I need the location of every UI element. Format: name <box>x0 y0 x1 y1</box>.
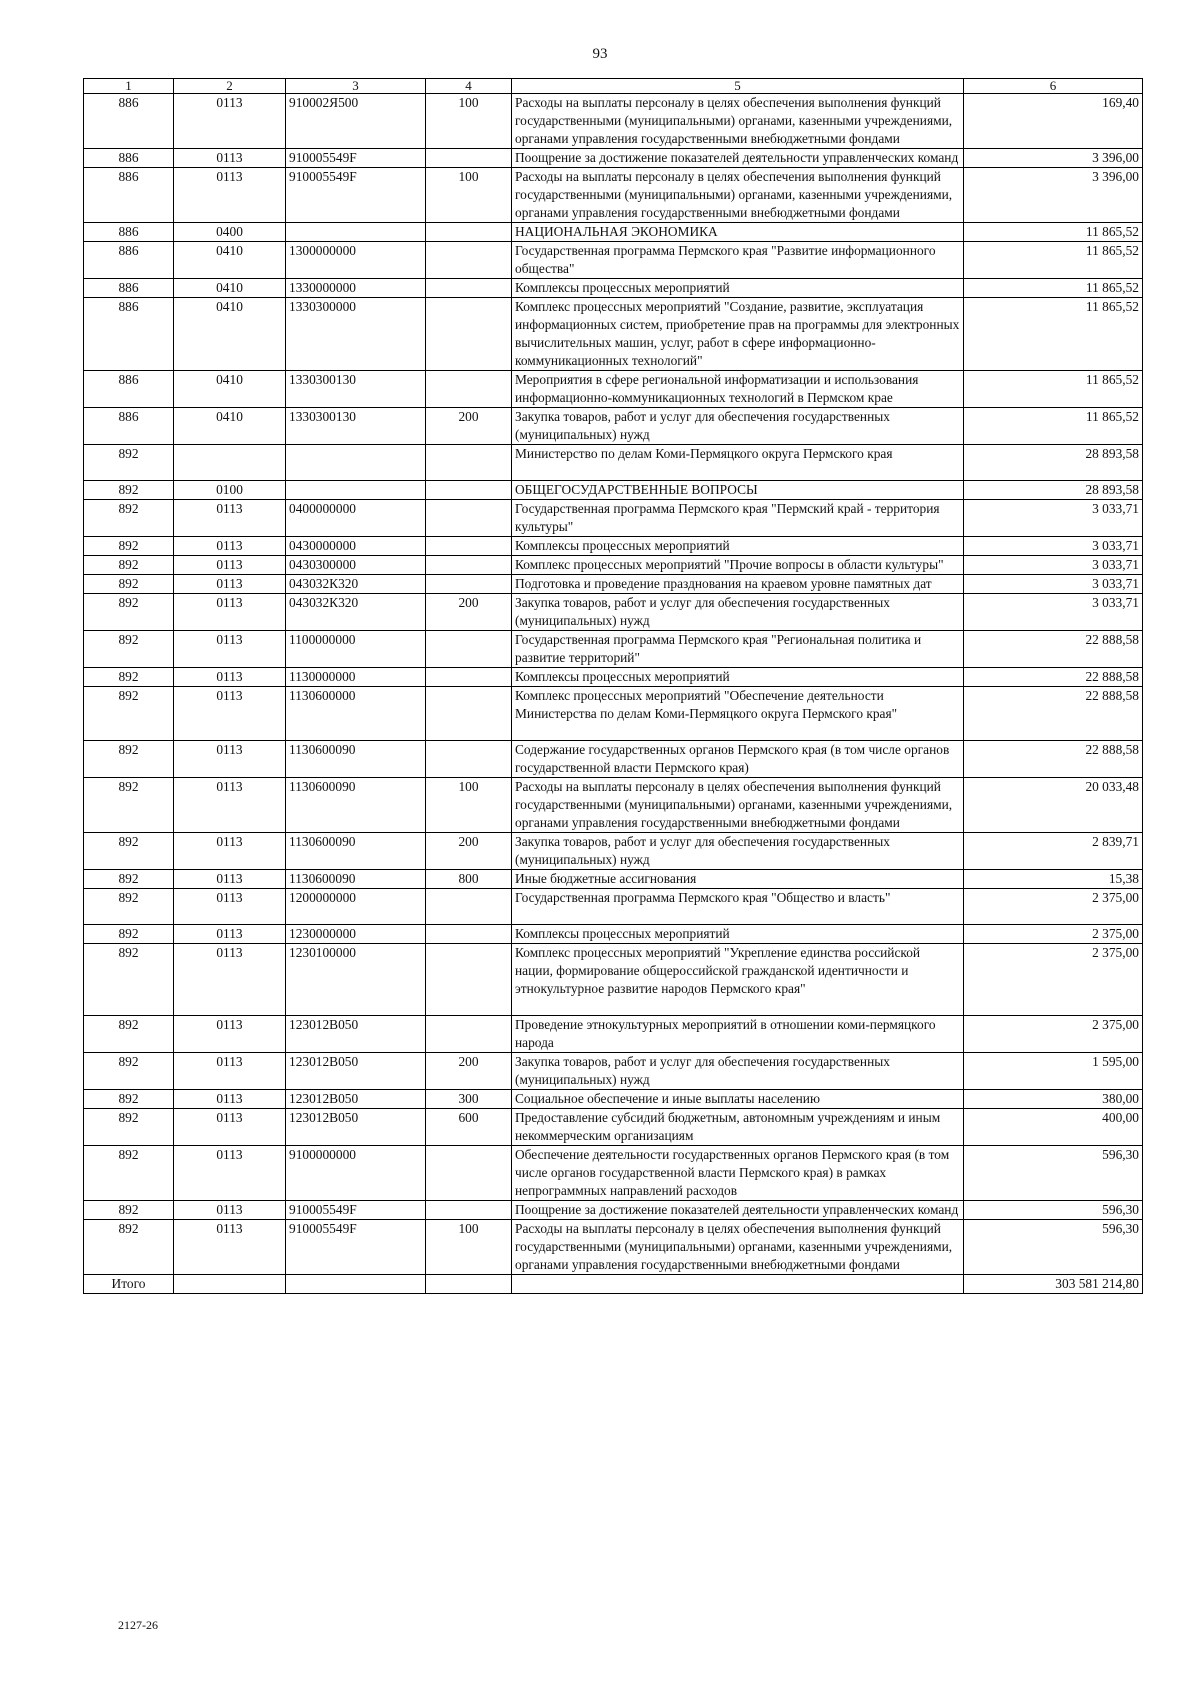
target-code-cell: 1330300000 <box>286 298 426 371</box>
expense-type-cell: 200 <box>426 833 512 870</box>
amount-cell: 22 888,58 <box>964 741 1143 778</box>
description-cell: НАЦИОНАЛЬНАЯ ЭКОНОМИКА <box>512 223 964 242</box>
section-code-cell: 0100 <box>174 481 286 500</box>
table-row <box>84 870 1143 889</box>
section-code-cell: 0113 <box>174 870 286 889</box>
section-code-cell: 0113 <box>174 556 286 575</box>
admin-code-cell: 892 <box>84 668 174 687</box>
column-header: 2 <box>174 79 286 94</box>
section-code-cell: 0410 <box>174 298 286 371</box>
amount-cell: 3 396,00 <box>964 168 1143 223</box>
expense-type-cell <box>426 223 512 242</box>
expense-type-cell: 100 <box>426 168 512 223</box>
admin-code-cell: 886 <box>84 279 174 298</box>
description-cell: Иные бюджетные ассигнования <box>512 870 964 889</box>
amount-cell: 2 839,71 <box>964 833 1143 870</box>
table-row <box>84 445 1143 481</box>
expense-type-cell <box>426 556 512 575</box>
description-cell: Мероприятия в сфере региональной информатизации и использования информационно-коммуникационных технологий в Пермском крае <box>512 371 964 408</box>
expense-type-cell <box>426 371 512 408</box>
admin-code-cell: 886 <box>84 223 174 242</box>
description-cell: Поощрение за достижение показателей деятельности управленческих команд <box>512 149 964 168</box>
document-code: 2127-26 <box>118 1618 158 1632</box>
amount-cell: 2 375,00 <box>964 889 1143 925</box>
amount-cell: 3 033,71 <box>964 556 1143 575</box>
amount-cell: 2 375,00 <box>964 944 1143 1016</box>
description-cell: Содержание государственных органов Пермского края (в том числе органов государственной власти Пермского края) <box>512 741 964 778</box>
table-row <box>84 1201 1143 1220</box>
table-row <box>84 1109 1143 1146</box>
admin-code-cell: 892 <box>84 870 174 889</box>
target-code-cell: 910005549F <box>286 1220 426 1275</box>
expense-type-cell <box>426 298 512 371</box>
table-row <box>84 279 1143 298</box>
target-code-cell: 910005549F <box>286 1201 426 1220</box>
admin-code-cell: 892 <box>84 1220 174 1275</box>
section-code-cell: 0113 <box>174 168 286 223</box>
admin-code-cell: 892 <box>84 1090 174 1109</box>
amount-cell: 400,00 <box>964 1109 1143 1146</box>
table-row <box>84 223 1143 242</box>
admin-code-cell: 892 <box>84 1146 174 1201</box>
description-cell: Комплексы процессных мероприятий <box>512 925 964 944</box>
table-row <box>84 668 1143 687</box>
table-row <box>84 371 1143 408</box>
admin-code-cell: 892 <box>84 944 174 1016</box>
section-code-cell: 0113 <box>174 1201 286 1220</box>
target-code-cell: 1200000000 <box>286 889 426 925</box>
target-code-cell: 910002Я500 <box>286 94 426 149</box>
target-code-cell: 0430300000 <box>286 556 426 575</box>
column-header: 6 <box>964 79 1143 94</box>
section-code-cell: 0410 <box>174 408 286 445</box>
section-code-cell: 0410 <box>174 371 286 408</box>
amount-cell: 2 375,00 <box>964 925 1143 944</box>
table-row <box>84 944 1143 1016</box>
target-code-cell: 1230000000 <box>286 925 426 944</box>
amount-cell: 3 033,71 <box>964 594 1143 631</box>
target-code-cell: 910005549F <box>286 149 426 168</box>
expense-type-cell: 200 <box>426 1053 512 1090</box>
target-code-cell: 123012В050 <box>286 1053 426 1090</box>
section-code-cell: 0113 <box>174 741 286 778</box>
description-cell: Поощрение за достижение показателей деятельности управленческих команд <box>512 1201 964 1220</box>
target-code-cell: 910005549F <box>286 168 426 223</box>
description-cell: Государственная программа Пермского края "Региональная политика и развитие территорий" <box>512 631 964 668</box>
description-cell: Социальное обеспечение и иные выплаты населению <box>512 1090 964 1109</box>
section-code-cell: 0113 <box>174 668 286 687</box>
total-empty-cell <box>426 1275 512 1294</box>
amount-cell: 11 865,52 <box>964 408 1143 445</box>
admin-code-cell: 886 <box>84 94 174 149</box>
expense-type-cell <box>426 279 512 298</box>
table-row <box>84 556 1143 575</box>
amount-cell: 2 375,00 <box>964 1016 1143 1053</box>
target-code-cell: 1330000000 <box>286 279 426 298</box>
amount-cell: 11 865,52 <box>964 371 1143 408</box>
expense-type-cell <box>426 481 512 500</box>
target-code-cell <box>286 445 426 481</box>
table-row <box>84 1146 1143 1201</box>
description-cell: Государственная программа Пермского края "Пермский край - территория культуры" <box>512 500 964 537</box>
amount-cell: 169,40 <box>964 94 1143 149</box>
target-code-cell: 0430000000 <box>286 537 426 556</box>
admin-code-cell: 892 <box>84 481 174 500</box>
amount-cell: 3 033,71 <box>964 575 1143 594</box>
section-code-cell: 0410 <box>174 279 286 298</box>
table-row <box>84 481 1143 500</box>
section-code-cell: 0113 <box>174 94 286 149</box>
description-cell: Комплексы процессных мероприятий <box>512 668 964 687</box>
section-code-cell: 0113 <box>174 575 286 594</box>
admin-code-cell: 892 <box>84 1053 174 1090</box>
expense-type-cell <box>426 925 512 944</box>
description-cell: Расходы на выплаты персоналу в целях обеспечения выполнения функций государственными (муниципальными) органами, казенными учреждениями, органами управления государственными внебюджетными фондами <box>512 168 964 223</box>
table-row <box>84 94 1143 149</box>
table-row <box>84 594 1143 631</box>
total-label: Итого <box>84 1275 174 1294</box>
description-cell: Закупка товаров, работ и услуг для обеспечения государственных (муниципальных) нужд <box>512 1053 964 1090</box>
amount-cell: 11 865,52 <box>964 298 1143 371</box>
description-cell: Комплексы процессных мероприятий <box>512 537 964 556</box>
target-code-cell: 123012В050 <box>286 1016 426 1053</box>
amount-cell: 11 865,52 <box>964 223 1143 242</box>
section-code-cell: 0113 <box>174 944 286 1016</box>
table-row <box>84 168 1143 223</box>
section-code-cell: 0113 <box>174 1109 286 1146</box>
admin-code-cell: 886 <box>84 242 174 279</box>
admin-code-cell: 892 <box>84 1109 174 1146</box>
table-row <box>84 537 1143 556</box>
amount-cell: 380,00 <box>964 1090 1143 1109</box>
table-row <box>84 1053 1143 1090</box>
admin-code-cell: 892 <box>84 537 174 556</box>
expense-type-cell: 200 <box>426 594 512 631</box>
description-cell: Расходы на выплаты персоналу в целях обеспечения выполнения функций государственными (муниципальными) органами, казенными учреждениями, органами управления государственными внебюджетными фондами <box>512 778 964 833</box>
amount-cell: 22 888,58 <box>964 687 1143 741</box>
table-row <box>84 1016 1143 1053</box>
admin-code-cell: 892 <box>84 575 174 594</box>
amount-cell: 11 865,52 <box>964 242 1143 279</box>
section-code-cell: 0113 <box>174 1016 286 1053</box>
description-cell: Государственная программа Пермского края "Развитие информационного общества" <box>512 242 964 279</box>
amount-cell: 11 865,52 <box>964 279 1143 298</box>
section-code-cell: 0113 <box>174 889 286 925</box>
expense-type-cell <box>426 687 512 741</box>
amount-cell: 28 893,58 <box>964 445 1143 481</box>
amount-cell: 596,30 <box>964 1146 1143 1201</box>
expense-type-cell <box>426 889 512 925</box>
admin-code-cell: 892 <box>84 889 174 925</box>
table-row <box>84 500 1143 537</box>
table-row <box>84 778 1143 833</box>
table-row <box>84 687 1143 741</box>
section-code-cell: 0113 <box>174 778 286 833</box>
section-code-cell: 0113 <box>174 833 286 870</box>
section-code-cell: 0113 <box>174 149 286 168</box>
expense-type-cell <box>426 631 512 668</box>
expense-type-cell <box>426 1016 512 1053</box>
target-code-cell <box>286 481 426 500</box>
expense-type-cell <box>426 1201 512 1220</box>
target-code-cell: 1130000000 <box>286 668 426 687</box>
expense-type-cell <box>426 741 512 778</box>
expense-type-cell <box>426 500 512 537</box>
target-code-cell: 1300000000 <box>286 242 426 279</box>
amount-cell: 20 033,48 <box>964 778 1143 833</box>
section-code-cell: 0113 <box>174 1220 286 1275</box>
expense-type-cell: 100 <box>426 94 512 149</box>
amount-cell: 15,38 <box>964 870 1143 889</box>
target-code-cell: 123012В050 <box>286 1090 426 1109</box>
amount-cell: 596,30 <box>964 1201 1143 1220</box>
table-row <box>84 889 1143 925</box>
column-header: 5 <box>512 79 964 94</box>
section-code-cell: 0410 <box>174 242 286 279</box>
table-row <box>84 631 1143 668</box>
table-row <box>84 242 1143 279</box>
total-amount: 303 581 214,80 <box>964 1275 1143 1294</box>
description-cell: Предоставление субсидий бюджетным, автономным учреждениям и иным некоммерческим организациям <box>512 1109 964 1146</box>
admin-code-cell: 892 <box>84 687 174 741</box>
admin-code-cell: 892 <box>84 741 174 778</box>
target-code-cell: 043032К320 <box>286 575 426 594</box>
target-code-cell: 1330300130 <box>286 408 426 445</box>
section-code-cell: 0113 <box>174 1146 286 1201</box>
description-cell: Государственная программа Пермского края "Общество и власть" <box>512 889 964 925</box>
section-code-cell: 0113 <box>174 594 286 631</box>
column-header: 1 <box>84 79 174 94</box>
description-cell: Комплекс процессных мероприятий "Прочие вопросы в области культуры" <box>512 556 964 575</box>
table-row <box>84 408 1143 445</box>
admin-code-cell: 892 <box>84 594 174 631</box>
admin-code-cell: 892 <box>84 445 174 481</box>
total-empty-cell <box>512 1275 964 1294</box>
admin-code-cell: 892 <box>84 500 174 537</box>
section-code-cell: 0113 <box>174 687 286 741</box>
section-code-cell: 0400 <box>174 223 286 242</box>
description-cell: Подготовка и проведение празднования на краевом уровне памятных дат <box>512 575 964 594</box>
amount-cell: 1 595,00 <box>964 1053 1143 1090</box>
section-code-cell: 0113 <box>174 1090 286 1109</box>
table-row <box>84 925 1143 944</box>
expense-type-cell <box>426 242 512 279</box>
admin-code-cell: 892 <box>84 778 174 833</box>
amount-cell: 22 888,58 <box>964 631 1143 668</box>
expense-type-cell <box>426 149 512 168</box>
expense-type-cell <box>426 668 512 687</box>
admin-code-cell: 892 <box>84 1016 174 1053</box>
expense-type-cell <box>426 1146 512 1201</box>
target-code-cell: 1130600000 <box>286 687 426 741</box>
expense-type-cell: 600 <box>426 1109 512 1146</box>
page-number: 93 <box>592 46 608 62</box>
admin-code-cell: 886 <box>84 298 174 371</box>
target-code-cell: 1130600090 <box>286 778 426 833</box>
target-code-cell: 043032К320 <box>286 594 426 631</box>
expense-type-cell: 200 <box>426 408 512 445</box>
total-row <box>84 1275 1143 1294</box>
amount-cell: 596,30 <box>964 1220 1143 1275</box>
admin-code-cell: 892 <box>84 556 174 575</box>
expense-type-cell: 100 <box>426 1220 512 1275</box>
total-empty-cell <box>286 1275 426 1294</box>
budget-table <box>83 78 1143 1294</box>
description-cell: Комплекс процессных мероприятий "Укрепление единства российской нации, формирование общероссийской гражданской идентичности и этнокультурное развитие народов Пермского края" <box>512 944 964 1016</box>
table-row <box>84 575 1143 594</box>
expense-type-cell <box>426 575 512 594</box>
amount-cell: 22 888,58 <box>964 668 1143 687</box>
description-cell: Закупка товаров, работ и услуг для обеспечения государственных (муниципальных) нужд <box>512 833 964 870</box>
target-code-cell: 1130600090 <box>286 870 426 889</box>
table-row <box>84 298 1143 371</box>
target-code-cell: 1130600090 <box>286 833 426 870</box>
admin-code-cell: 892 <box>84 1201 174 1220</box>
amount-cell: 3 033,71 <box>964 537 1143 556</box>
table-row <box>84 741 1143 778</box>
expense-type-cell: 800 <box>426 870 512 889</box>
table-row <box>84 149 1143 168</box>
target-code-cell: 1100000000 <box>286 631 426 668</box>
admin-code-cell: 886 <box>84 168 174 223</box>
amount-cell: 3 033,71 <box>964 500 1143 537</box>
description-cell: Закупка товаров, работ и услуг для обеспечения государственных (муниципальных) нужд <box>512 408 964 445</box>
description-cell: Расходы на выплаты персоналу в целях обеспечения выполнения функций государственными (муниципальными) органами, казенными учреждениями, органами управления государственными внебюджетными фондами <box>512 1220 964 1275</box>
target-code-cell: 9100000000 <box>286 1146 426 1201</box>
expense-type-cell <box>426 445 512 481</box>
expense-type-cell <box>426 537 512 556</box>
table-row <box>84 833 1143 870</box>
table-row <box>84 1220 1143 1275</box>
description-cell: Обеспечение деятельности государственных органов Пермского края (в том числе органов государственной власти Пермского края) в рамках непрограммных направлений расходов <box>512 1146 964 1201</box>
total-empty-cell <box>174 1275 286 1294</box>
target-code-cell <box>286 223 426 242</box>
description-cell: Комплексы процессных мероприятий <box>512 279 964 298</box>
column-header: 3 <box>286 79 426 94</box>
table-row <box>84 1090 1143 1109</box>
admin-code-cell: 892 <box>84 833 174 870</box>
description-cell: Расходы на выплаты персоналу в целях обеспечения выполнения функций государственными (муниципальными) органами, казенными учреждениями, органами управления государственными внебюджетными фондами <box>512 94 964 149</box>
amount-cell: 28 893,58 <box>964 481 1143 500</box>
expense-type-cell <box>426 944 512 1016</box>
admin-code-cell: 892 <box>84 925 174 944</box>
description-cell: Закупка товаров, работ и услуг для обеспечения государственных (муниципальных) нужд <box>512 594 964 631</box>
header-row <box>84 79 1143 94</box>
section-code-cell: 0113 <box>174 631 286 668</box>
description-cell: ОБЩЕГОСУДАРСТВЕННЫЕ ВОПРОСЫ <box>512 481 964 500</box>
admin-code-cell: 892 <box>84 631 174 668</box>
description-cell: Комплекс процессных мероприятий "Создание, развитие, эксплуатация информационных систем, приобретение прав на программы для электронных вычислительных машин, услуг, работ в сфере информационно-коммуникационных технологий" <box>512 298 964 371</box>
target-code-cell: 0400000000 <box>286 500 426 537</box>
column-header: 4 <box>426 79 512 94</box>
section-code-cell: 0113 <box>174 925 286 944</box>
admin-code-cell: 886 <box>84 149 174 168</box>
description-cell: Проведение этнокультурных мероприятий в отношении коми-пермяцкого народа <box>512 1016 964 1053</box>
expense-type-cell: 300 <box>426 1090 512 1109</box>
section-code-cell: 0113 <box>174 500 286 537</box>
admin-code-cell: 886 <box>84 371 174 408</box>
description-cell: Комплекс процессных мероприятий "Обеспечение деятельности Министерства по делам Коми-Пермяцкого округа Пермского края" <box>512 687 964 741</box>
admin-code-cell: 886 <box>84 408 174 445</box>
target-code-cell: 123012В050 <box>286 1109 426 1146</box>
section-code-cell <box>174 445 286 481</box>
target-code-cell: 1230100000 <box>286 944 426 1016</box>
section-code-cell: 0113 <box>174 537 286 556</box>
section-code-cell: 0113 <box>174 1053 286 1090</box>
description-cell: Министерство по делам Коми-Пермяцкого округа Пермского края <box>512 445 964 481</box>
expense-type-cell: 100 <box>426 778 512 833</box>
target-code-cell: 1330300130 <box>286 371 426 408</box>
amount-cell: 3 396,00 <box>964 149 1143 168</box>
target-code-cell: 1130600090 <box>286 741 426 778</box>
